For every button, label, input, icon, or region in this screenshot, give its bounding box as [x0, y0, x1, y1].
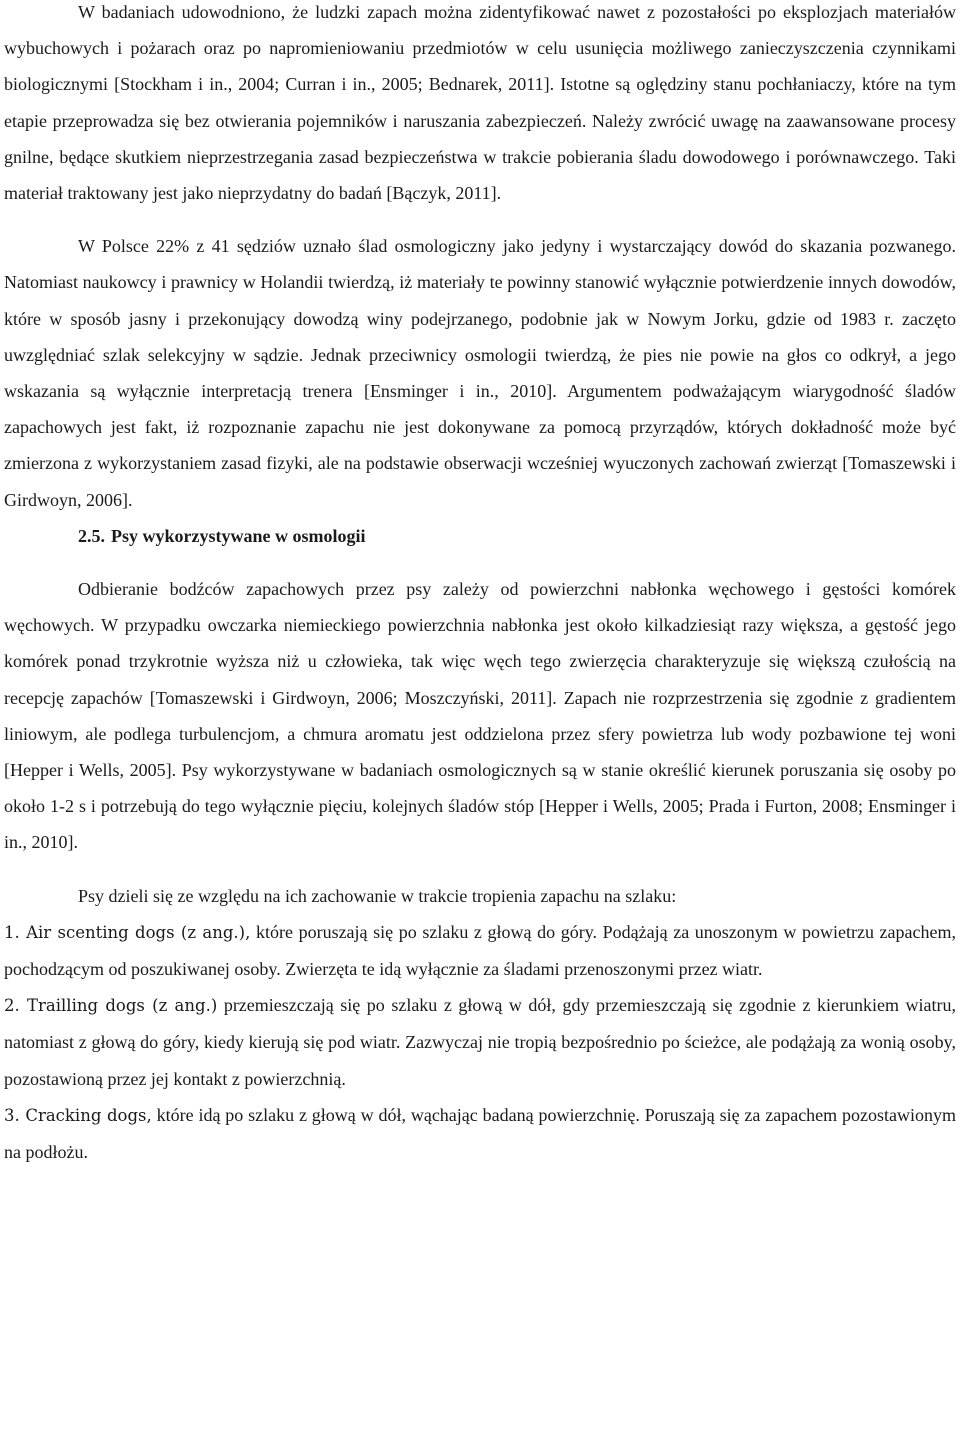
list-item-text: które poruszają się po szlaku z głową do góry. Podążają za unoszonym w powietrzu zapachem, pochodzącym od poszukiwanej osoby. Zwierzęta te idą wyłącznie za śladami przenoszonymi przez wiatr. [4, 921, 957, 980]
paragraph-list-intro: Psy dzieli się ze względu na ich zachowanie w trakcie tropienia zapachu na szlaku: [78, 885, 677, 906]
list-item-cracking [4, 1097, 956, 1170]
list-item-prefix: 2. Trailling dogs (z ang.) [4, 996, 218, 1016]
section-heading [4, 518, 956, 554]
paragraph-courts: W Polsce 22% z 41 sędziów uznało ślad osmologiczny jako jedyny i wystarczający dowód do skazania pozwanego. Natomiast naukowcy i prawnicy w Holandii twierdzą, iż materiały te powinny stanowić wyłącznie potwierdzenie innych dowodów, które w sposób jasny i przekonujący dowodzą winy podejrzanego, podobnie jak w Nowym Jorku, gdzie od 1983 r. zaczęto uwzględniać szlak selekcyjny w sądzie. Jednak przeciwnicy osmologii twierdzą, że pies nie powie na głos co odkrył, a jego wskazania są wyłącznie interpretacją trenera [Ensminger i in., 2010]. Argumentem podważającym wiarygodność śladów zapachowych jest fakt, iż rozpoznanie zapachu nie jest dokonywane za pomocą przyrządów, których dokładność może być zmierzona z wykorzystaniem zasad fizyki, ale na podstawie obserwacji wcześniej wyuczonych zachowań zwierząt [Tomaszewski i Girdwoyn, 2006]. [4, 236, 956, 510]
paragraph-evidence-residue: W badaniach udowodniono, że ludzki zapach można zidentyfikować nawet z pozostałości po eksplozjach materiałów wybuchowych i pożarach oraz po napromieniowaniu przedmiotów w celu usunięcia możliwego zanieczyszczenia czynnikami biologicznymi [Stockham i in., 2004; Curran i in., 2005; Bednarek, 2011]. Istotne są oględziny stanu pochłaniaczy, które na tym etapie przeprowadza się bez otwierania pojemników i naruszania zabezpieczeń. Należy zwrócić uwagę na zaawansowane procesy gnilne, będące skutkiem nieprzestrzegania zasad bezpieczeństwa w trakcie pobierania śladu dowodowego i porównawczego. Taki materiał traktowany jest jako nieprzydatny do badań [Bączyk, 2011]. [4, 2, 956, 204]
list-item-text: które idą po szlaku z głową w dół, wąchając badaną powierzchnię. Poruszają się za zapachem pozostawionym na podłożu. [4, 1104, 957, 1163]
section-number: 2.5. [78, 525, 105, 546]
list-item-trailling [4, 987, 956, 1097]
list-item-prefix: 1. Air scenting dogs (z ang.), [4, 922, 251, 942]
list-item-air-scenting [4, 914, 956, 987]
paragraph-olfaction: Odbieranie bodźców zapachowych przez psy zależy od powierzchni nabłonka węchowego i gęstości komórek węchowych. W przypadku owczarka niemieckiego powierzchnia nabłonka jest około kilkadziesiąt razy większa, a gęstość jego komórek ponad trzykrotnie wyższa niż u człowieka, tak więc węch tego zwierzęcia charakteryzuje się większą czułością na recepcję zapachów [Tomaszewski i Girdwoyn, 2006; Moszczyński, 2011]. Zapach nie rozprzestrzenia się zgodnie z gradientem liniowym, ale podlega turbulencjom, a chmura aromatu jest oddzielona przez sfery powietrza lub wody pozbawione tej woni [Hepper i Wells, 2005]. Psy wykorzystywane w badaniach osmologicznych są w stanie określić kierunek poruszania się osoby po około 1-2 s i potrzebują do tego wyłącznie pięciu, kolejnych śladów stóp [Hepper i Wells, 2005; Prada i Furton, 2008; Ensminger i in., 2010]. [4, 579, 956, 853]
document-page [4, 0, 956, 1170]
list-item-text: przemieszczają się po szlaku z głową w dół, gdy przemieszczają się zgodnie z kierunkiem wiatru, natomiast z głową do góry, kiedy kierują się pod wiatr. Zazwyczaj nie tropią bezpośrednio po ścieżce, ale podążają za wonią osoby, pozostawioną przez jej kontakt z powierzchnią. [4, 995, 957, 1089]
section-title: Psy wykorzystywane w osmologii [111, 525, 366, 546]
list-item-prefix: 3. Cracking dogs, [4, 1105, 152, 1125]
